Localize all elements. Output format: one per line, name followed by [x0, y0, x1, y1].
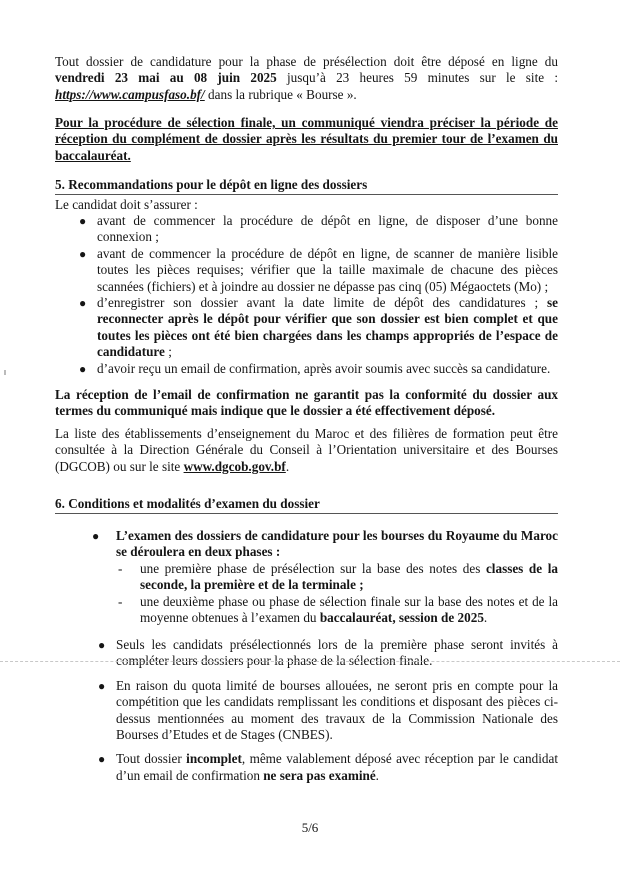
dash-icon: -	[118, 593, 123, 609]
bullet-icon: ●	[98, 752, 106, 767]
section-6-heading	[55, 496, 558, 514]
section-5-title: 5. Recommandations pour le dépôt en ligne des dossiers	[55, 177, 368, 192]
phase-sublist	[116, 561, 558, 627]
bullet-icon: ●	[79, 214, 87, 228]
page-number: 5/6	[301, 820, 319, 835]
list-item: ● d’enregistrer son dossier avant la date limite de dépôt des candidatures ; se reconnecter après le dépôt pour vérifier que son dossier est bien complet et que toutes les pièces ont été bien chargées dans les champs appropriés de l’espace de candidature ;	[79, 295, 558, 360]
list-item: ● d’avoir reçu un email de confirmation, après avoir soumis avec succès sa candidature.	[79, 360, 551, 376]
intro-dates: vendredi 23 mai au 08 juin 2025	[55, 70, 277, 86]
bullet-icon: ●	[92, 529, 100, 543]
dash-icon: -	[118, 560, 123, 576]
bullet-icon: ●	[79, 296, 87, 311]
section-5-heading	[55, 177, 558, 195]
intro-text: Tout dossier de candidature pour la phase de présélection doit être déposé en ligne du	[55, 54, 558, 69]
sublist-item: - une première phase de présélection sur la base des notes des classes de la seconde, la première et de la terminale ;	[118, 560, 558, 593]
intro-text-3: dans la rubrique « Bourse ».	[204, 86, 357, 102]
bullet-icon: ●	[98, 678, 106, 693]
campusfaso-link[interactable]: https://www.campusfaso.bf/	[55, 86, 205, 102]
bullet-icon: ●	[98, 638, 106, 652]
intro-paragraph	[55, 54, 558, 103]
list-item: ● En raison du quota limité de bourses allouées, ne seront pris en compte pour la compétition que les candidats remplissant les conditions et disposant des pièces ci-dessus mentionnées au moment des travaux de la Commission Nationale des Bourses d’Etudes et de Stages (CNBES).	[98, 677, 558, 743]
sublist-item: - une deuxième phase ou phase de sélection finale sur la base des notes et de la moyenne obtenues à l’examen du baccalauréat, session de 2025.	[118, 593, 558, 626]
dgcob-link[interactable]: www.dgcob.gov.bf	[183, 458, 286, 474]
list-item: ● avant de commencer la procédure de dépôt en ligne, de scanner de manière lisible toutes les pièces requises; vérifier que la taille maximale de chacune des pièces scannées (fichiers) et à joindre au dossier ne dépasse pas cinq (05) Mégaoctets (Mo) ;	[79, 245, 558, 294]
intro-text-2: jusqu’à 23 heures 59 minutes sur le site :	[276, 70, 559, 86]
list-item: ● Tout dossier incomplet, même valablement déposé avec réception par le candidat d’un email de confirmation ne sera pas examiné.	[98, 751, 558, 783]
bullet-icon: ●	[79, 361, 87, 376]
section-6-title: 6. Conditions et modalités d’examen du dossier	[55, 496, 320, 511]
scan-speck	[4, 370, 6, 375]
establishments-paragraph: La liste des établissements d’enseignement du Maroc et des filières de formation peut être consultée à la Direction Générale du Conseil à l’Orientation universitaire et des Bourses (DGCOB) ou sur le site www.dgcob.gov.bf.	[55, 426, 558, 474]
confirmation-warning: La réception de l’email de confirmation ne garantit pas la conformité du dossier aux termes du communiqué mais indique que le dossier a été effectivement déposé.	[55, 387, 558, 419]
list-item: ● L’examen des dossiers de candidature pour les bourses du Royaume du Maroc se déroulera en deux phases : - une première phase de présélection sur la base des notes des classes de la seconde, la première et de la terminale ; - une deuxième phase ou phase de sélection finale sur la base des notes et de la moyenne obtenues à l’examen du baccalauréat, session de 2025.	[92, 528, 558, 626]
final-phase-note: Pour la procédure de sélection finale, un communiqué viendra préciser la période de réception du complément de dossier après les résultats du premier tour de l’examen du baccalauréat.	[55, 115, 558, 163]
list-item: ● Seuls les candidats présélectionnés lors de la première phase seront invités à compléter leurs dossiers pour la phase de la sélection finale.	[98, 637, 558, 669]
list-item: ● avant de commencer la procédure de dépôt en ligne, de disposer d’une bonne connexion ;	[79, 213, 558, 245]
section-5-bullet-list	[79, 213, 558, 377]
section-6-bullet-list-2	[98, 637, 558, 784]
bullet-icon: ●	[79, 246, 87, 261]
section-5-lead: Le candidat doit s’assurer :	[55, 197, 198, 212]
scan-fold-line	[0, 661, 620, 662]
section-6-bullet-list	[92, 528, 558, 626]
